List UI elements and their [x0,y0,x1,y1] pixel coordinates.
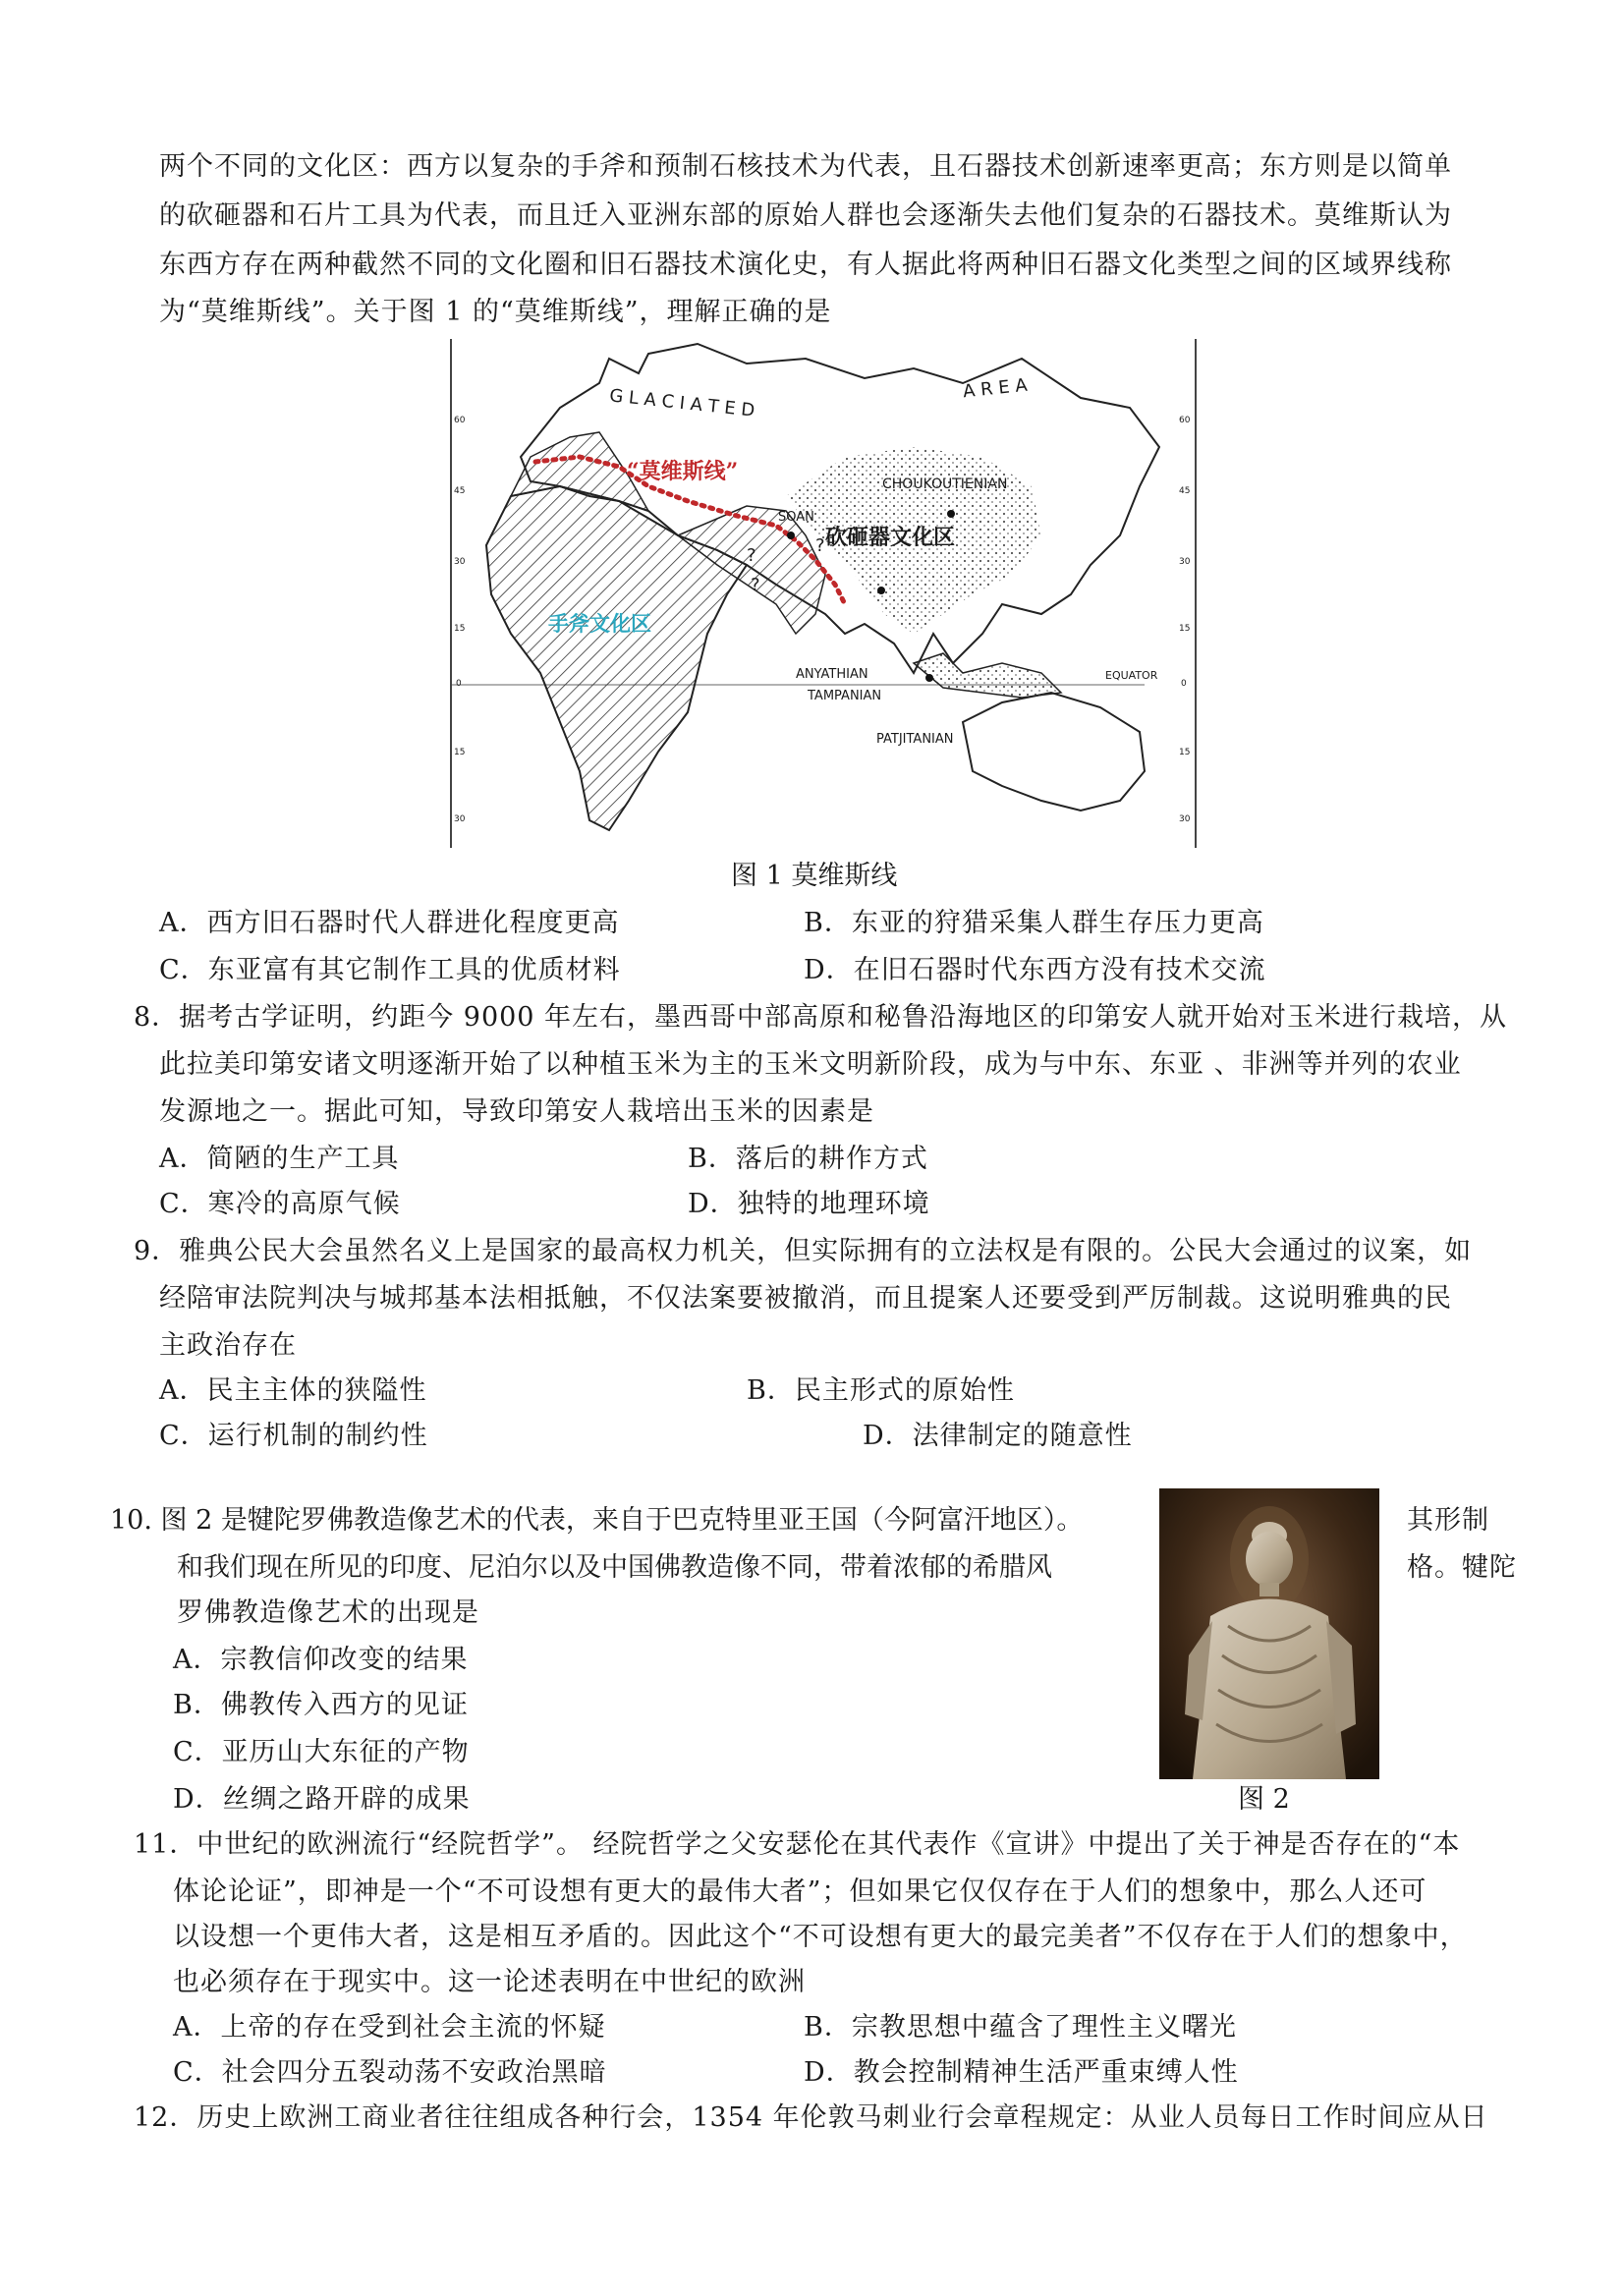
question-mark-2: ? [747,545,756,566]
lat-left-60: 60 [454,416,466,425]
q10-line-1: 10. 图 2 是犍陀罗佛教造像艺术的代表，来自于巴克特里亚王国（今阿富汗地区）。 [110,1505,1084,1536]
q8-option-c: C．寒冷的高原气候 [159,1189,401,1219]
q9-line-1: 9．雅典公民大会虽然名义上是国家的最高权力机关，但实际拥有的立法权是有限的。公民大会通过的议案，如 [134,1236,1473,1266]
area-label: A R E A [962,374,1029,403]
lat-right-60: 60 [1179,416,1191,425]
q10-line-3: 罗佛教造像艺术的出现是 [177,1597,479,1628]
movius-line-label: “莫维斯线” [627,459,739,484]
q11-line-2: 体论论证”，即神是一个“不可设想有更大的最伟大者”；但如果它仅仅存在于人们的想象中，那么人还可 [173,1876,1427,1907]
lat-right-0: 0 [1181,679,1187,689]
q9-option-c: C．运行机制的制约性 [159,1421,428,1451]
southeast-asia-islands [914,653,1061,698]
lat-right-s15: 15 [1179,748,1191,757]
q8-option-a: A．简陋的生产工具 [159,1144,400,1174]
q9-line-3: 主政治存在 [159,1330,297,1361]
lat-right-45: 45 [1179,486,1191,496]
q8-line-1: 8．据考古学证明，约距今 9000 年左右，墨西哥中部高原和秘鲁沿海地区的印第安人就开始对玉米进行栽培，从 [134,1002,1508,1033]
figure1-caption: 图 1 莫维斯线 [731,861,898,891]
figure2-caption: 图 2 [1238,1784,1290,1815]
q7-option-d: D．在旧石器时代东西方没有技术交流 [804,955,1266,985]
q10-line-2: 和我们现在所见的印度、尼泊尔以及中国佛教造像不同，带着浓郁的希腊风 [177,1552,1052,1583]
soan-label: SOAN [778,510,814,525]
q10-option-b: B．佛教传入西方的见证 [173,1690,469,1720]
q7-option-a: A．西方旧石器时代人群进化程度更高 [159,908,620,938]
anyathian-label: ANYATHIAN [796,667,868,682]
lat-left-s30: 30 [454,814,466,824]
q8-option-d: D．独特的地理环境 [688,1189,930,1219]
anyathian-site [877,587,885,594]
q9-option-b: B．民主形式的原始性 [747,1375,1015,1406]
q8-line-3: 发源地之一。据此可知，导致印第安人栽培出玉米的因素是 [159,1096,874,1127]
q8-line-2: 此拉美印第安诸文明逐渐开始了以种植玉米为主的玉米文明新阶段，成为与中东、东亚 、非洲等并列的农业 [159,1049,1462,1080]
movius-line-map [450,339,1197,848]
handaxe-zone-label: 手斧文化区 [548,611,651,636]
equator-label: EQUATOR [1105,669,1158,682]
soan-site [787,532,795,539]
patjitanian-site [925,674,933,682]
q10-option-c: C．亚历山大东征的产物 [173,1737,470,1767]
q11-option-d: D．教会控制精神生活严重束缚人性 [804,2057,1239,2088]
lat-right-30: 30 [1179,557,1191,567]
q9-line-2: 经陪审法院判决与城邦基本法相抵触，不仅法案要被撤消，而且提案人还要受到严厉制裁。这说明雅典的民 [159,1283,1452,1314]
tampanian-label: TAMPANIAN [808,689,882,703]
q9-option-a: A．民主主体的狭隘性 [159,1375,427,1406]
lat-left-0: 0 [456,679,462,689]
q11-line-4: 也必须存在于现实中。这一论述表明在中世纪的欧洲 [173,1967,806,1997]
glaciated-label: G L A C I A T E D [608,385,756,421]
gandhara-buddha-photo [1159,1488,1379,1779]
lat-left-30: 30 [454,557,466,567]
q11-line-1: 11．中世纪的欧洲流行“经院哲学”。 经院哲学之父安瑟伦在其代表作《宣讲》中提出了关于神是否存在的“本 [134,1829,1461,1860]
question-mark-1: ? [815,535,825,556]
choukoutienian-site [947,510,955,518]
intro-line-3: 东西方存在两种截然不同的文化圈和旧石器技术演化史，有人据此将两种旧石器文化类型之间的区域界线称 [159,250,1452,280]
intro-line-4: 为“莫维斯线”。关于图 1 的“莫维斯线”，理解正确的是 [159,297,832,327]
question-mark-3: ? [751,575,760,595]
q8-option-b: B．落后的耕作方式 [688,1144,928,1174]
choukoutienian-label: CHOUKOUTIENIAN [882,476,1008,492]
q11-option-c: C．社会四分五裂动荡不安政治黑暗 [173,2057,607,2088]
q10-option-d: D．丝绸之路开辟的成果 [173,1784,471,1815]
q10-line-2-right: 格。犍陀 [1407,1552,1517,1583]
chopper-zone-label: 砍砸器文化区 [825,525,956,550]
buddha-statue-image [1159,1488,1379,1779]
intro-line-2: 的砍砸器和石片工具为代表，而且迁入亚洲东部的原始人群也会逐渐失去他们复杂的石器技术。莫维斯认为 [159,200,1452,231]
patjitanian-label: PATJITANIAN [876,732,954,747]
lat-right-15: 15 [1179,624,1191,634]
q7-option-c: C．东亚富有其它制作工具的优质材料 [159,955,621,985]
lat-left-15: 15 [454,624,466,634]
q11-option-b: B．宗教思想中蕴含了理性主义曙光 [804,2012,1237,2043]
lat-left-45: 45 [454,486,466,496]
q10-option-a: A．宗教信仰改变的结果 [173,1645,469,1675]
q11-option-a: A．上帝的存在受到社会主流的怀疑 [173,2012,606,2043]
lat-left-s15: 15 [454,748,466,757]
q12-line-1: 12．历史上欧洲工商业者往往组成各种行会，1354 年伦敦马刺业行会章程规定：从业人员每日工作时间应从日 [134,2102,1488,2133]
map-drawing [452,339,1195,848]
lat-right-s30: 30 [1179,814,1191,824]
q7-option-b: B．东亚的狩猎采集人群生存压力更高 [804,908,1264,938]
q9-option-d: D．法律制定的随意性 [863,1421,1133,1451]
q10-line-1-right: 其形制 [1407,1505,1489,1536]
q11-line-3: 以设想一个更伟大者，这是相互矛盾的。因此这个“不可设想有更大的最完美者”不仅存在于人们的想象中， [173,1922,1468,1952]
australia-landmass [963,693,1145,811]
intro-line-1: 两个不同的文化区：西方以复杂的手斧和预制石核技术为代表，且石器技术创新速率更高；东方则是以简单 [159,151,1452,182]
